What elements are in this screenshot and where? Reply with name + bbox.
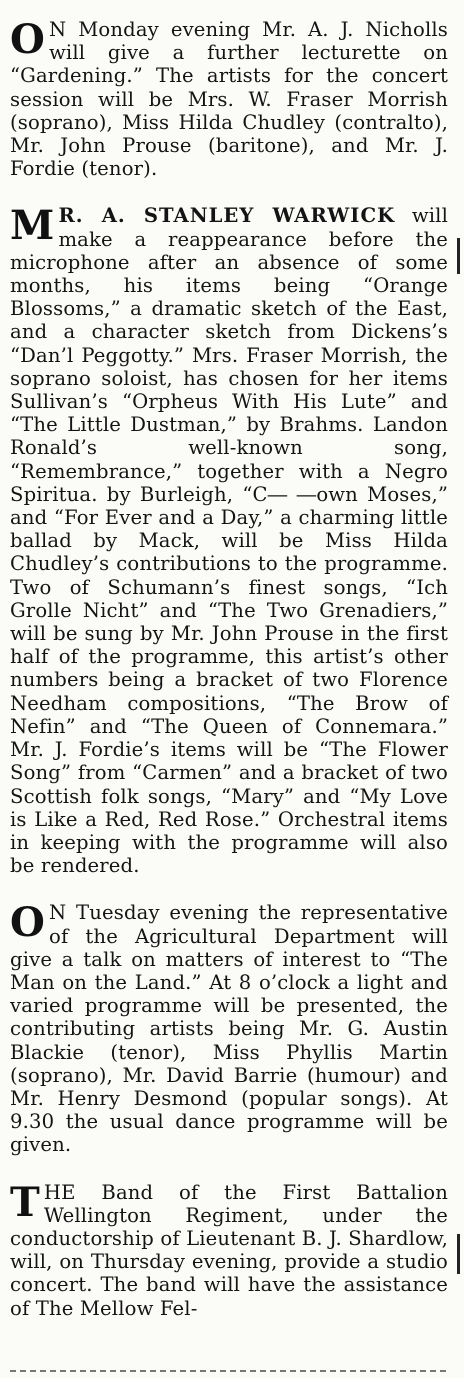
article-tuesday-programme xyxy=(10,901,448,1156)
drop-cap: T xyxy=(10,1178,40,1226)
article-monday-lecturette xyxy=(10,18,448,180)
print-artifact-mark xyxy=(457,1234,460,1274)
article-body: N Tuesday evening the representative of the Agricultural Department will give a talk on matters of interest to “The Man on the Land.” At 8 o’clock a light and varied programme will be presented, the contributing artists being Mr. G. Austin Blackie (tenor), Miss Phyllis Martin (soprano), Mr. David Barrie (humour) and Mr. Henry Desmond (popular songs). At 9.30 the usual dance programme will be given. xyxy=(10,901,448,1157)
article-paragraph xyxy=(10,18,448,180)
drop-cap: O xyxy=(10,16,45,63)
article-body: HE Band of the First Battalion Wellington Regiment, under the conductorship of Lieutenant B. J. Shardlow, will, on Thursday evening, provide a studio concert. The band will have the assistance of The Mellow Fel- xyxy=(10,1180,448,1320)
column-bottom-rule xyxy=(10,1370,446,1374)
drop-cap: M xyxy=(10,202,55,250)
article-paragraph xyxy=(10,901,448,1156)
article-body: will make a reappearance before the microphone after an absence of some months, his items being “Orange Blossoms,” a dramatic sketch of the East, and a character sketch from Dickens’s “Dan’l Peggotty.” Mrs. Fraser Morrish, the soprano soloist, has chosen for her items Sullivan’s “Orpheus With His Lute” and “The Little Dustman,” by Brahms. Landon Ronald’s well-known song, “Remembrance,” together with a Negro Spiritua. by Burleigh, “C― ―own Moses,” and “For Ever and a Day,” a charming little ballad by Mack, will be Miss Hilda Chudley’s contributions to the programme. Two of Schumann’s finest songs, “Ich Grolle Nicht” and “The Two Grenadiers,” will be sung by Mr. John Prouse in the first half of the programme, this artist’s other numbers being a bracket of two Florence Needham compositions, “The Brow of Nefin” and “The Queen of Connemara.” Mr. J. Fordie’s items will be “The Flower Song” from “Carmen” and a bracket of two Scottish folk songs, “Mary” and “My Love is Like a Red, Red Rose.” Orchestral items in keeping with the programme will also be rendered. xyxy=(10,204,448,878)
article-battalion-band xyxy=(10,1178,448,1320)
article-lead: R. A. STANLEY WARWICK xyxy=(58,204,396,228)
drop-cap: O xyxy=(10,899,45,947)
article-body: N Monday evening Mr. A. J. Nicholls will give a further lecturette on “Gardening.” The artists for the concert session will be Mrs. W. Fraser Morrish (soprano), Miss Hilda Chudley (contralto), Mr. John Prouse (baritone), and Mr. J. Fordie (tenor). xyxy=(10,18,448,181)
article-paragraph xyxy=(10,1178,448,1320)
print-artifact-mark xyxy=(457,238,460,274)
article-paragraph xyxy=(10,204,448,877)
article-stanley-warwick xyxy=(10,204,448,877)
